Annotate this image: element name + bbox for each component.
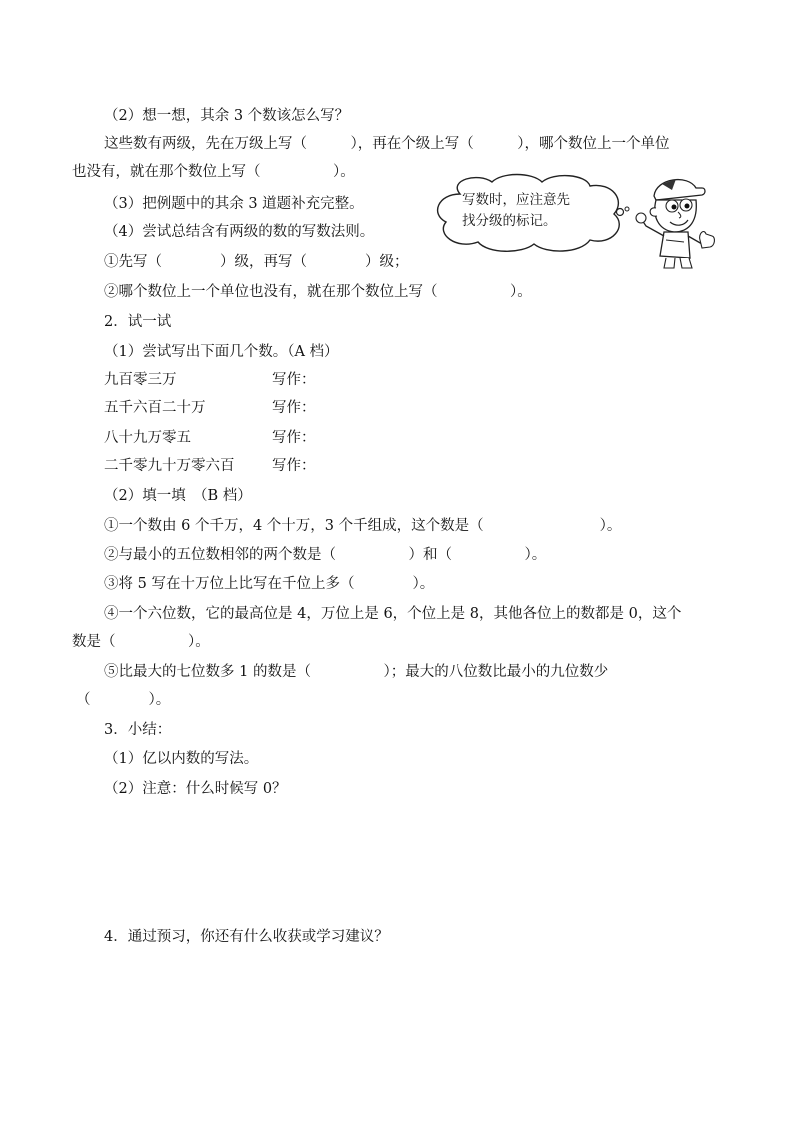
rule-2: ②哪个数位上一个单位也没有，就在那个数位上写（ ）。 [104, 284, 532, 300]
summary-2: （2）注意：什么时候写 0？ [104, 781, 287, 797]
bubble-text [462, 190, 602, 232]
question-2-line-2: 也没有，就在那个数位上写（ ）。 [72, 164, 355, 180]
section-2-heading: 2．试一试 [104, 314, 172, 330]
fill-item-3: ③将 5 写在十万位上比写在千位上多（ ）。 [104, 576, 435, 592]
section-4-heading: 4．通过预习，你还有什么收获或学习建议？ [104, 929, 389, 945]
number-word-4: 二千零九十万零六百 [104, 458, 235, 474]
rule-1: ①先写（ ）级，再写（ ）级； [104, 254, 409, 270]
fill-item-5-line-1: ⑤比最大的七位数多 1 的数是（ ）；最大的八位数比最小的九位数少 [104, 664, 609, 680]
section-2-a-title: （1）尝试写出下面几个数。（A 档） [104, 344, 339, 360]
number-word-3: 八十九万零五 [104, 430, 191, 446]
write-label-2: 写作： [272, 400, 316, 416]
cartoon-boy-icon [632, 170, 722, 270]
question-2-line-1: 这些数有两级，先在万级上写（ ），再在个级上写（ ），哪个数位上一个单位 [104, 136, 670, 152]
write-label-1: 写作： [272, 372, 316, 388]
section-3-heading: 3．小结： [104, 722, 172, 738]
fill-item-1: ①一个数由 6 个千万，4 个十万，3 个千组成，这个数是（ ）。 [104, 518, 622, 534]
section-2-b-title: （2）填一填 （B 档） [104, 488, 252, 504]
question-3: （3）把例题中的其余 3 道题补充完整。 [104, 196, 364, 212]
bubble-line-2: 找分级的标记。 [462, 213, 557, 229]
fill-item-4-line-1: ④一个六位数，它的最高位是 4，万位上是 6，个位上是 8，其他各位上的数都是 0，这个 [104, 606, 682, 622]
bubble-line-1: 写数时，应注意先 [462, 192, 570, 208]
fill-item-4-line-2: 数是（ ）。 [72, 634, 210, 650]
number-word-2: 五千六百二十万 [104, 400, 206, 416]
fill-item-2: ②与最小的五位数相邻的两个数是（ ）和（ ）。 [104, 547, 547, 563]
summary-1: （1）亿以内数的写法。 [104, 751, 259, 767]
write-label-4: 写作： [272, 458, 316, 474]
number-word-1: 九百零三万 [104, 372, 177, 388]
question-4: （4）尝试总结含有两级的数的写数法则。 [104, 224, 375, 240]
write-label-3: 写作： [272, 430, 316, 446]
fill-item-5-line-2: （ ）。 [76, 692, 171, 708]
question-2-title: （2）想一想，其余 3 个数该怎么写？ [104, 108, 350, 124]
